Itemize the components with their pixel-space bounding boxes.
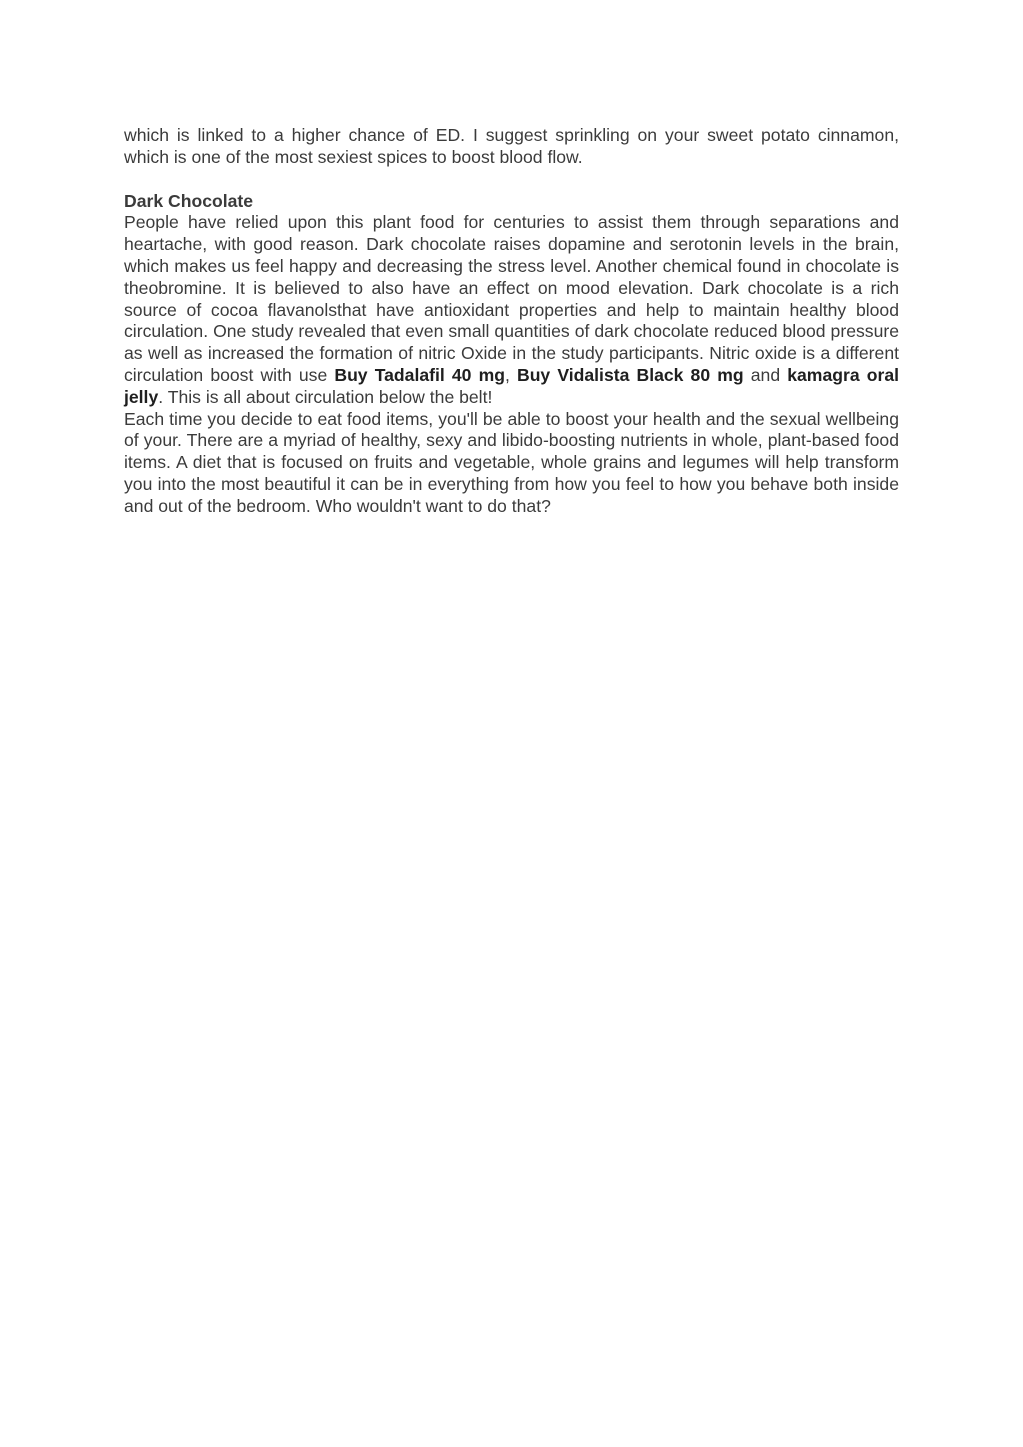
document-page <box>124 125 899 518</box>
closing-paragraph: Each time you decide to eat food items, you'll be able to boost your health and the sexual wellbeing of your. There are a myriad of healthy, sexy and libido-boosting nutrients in whole, plant-based food items. A diet that is focused on fruits and vegetable, whole grains and legumes will help transform you into the most beautiful it can be in everything from how you feel to how you behave both inside and out of the bedroom. Who wouldn't want to do that? <box>124 408 899 516</box>
paragraph-text: . This is all about circulation below the belt! <box>158 386 493 407</box>
section-heading: Dark Chocolate <box>124 190 254 211</box>
paragraph-text: People have relied upon this plant food for centuries to assist them through separations and heartache, with good reason. Dark chocolate raises dopamine and serotonin levels in the brain, which makes us feel happy and decreasing the stress level. Another chemical found in chocolate is theobromine. It is believed to also have an effect on mood elevation. Dark chocolate is a rich source of cocoa flavanolsthat have antioxidant properties and help to maintain healthy blood circulation. One study revealed that even small quantities of dark chocolate reduced blood pressure as well as increased the formation of nitric Oxide in the study participants. Nitric oxide is a different circulation boost with use <box>124 212 899 385</box>
product-link-kamagra[interactable]: kamagra oral jelly <box>124 364 899 407</box>
product-link-tadalafil[interactable]: Buy Tadalafil 40 mg <box>334 364 505 385</box>
paragraph-spacer <box>124 169 899 191</box>
dark-chocolate-paragraph <box>124 212 899 408</box>
intro-paragraph: which is linked to a higher chance of ED. I suggest sprinkling on your sweet potato cinnamon, which is one of the most sexiest spices to boost blood flow. <box>124 125 899 167</box>
separator-text: and <box>743 364 788 385</box>
separator-text: , <box>504 364 517 385</box>
product-link-vidalista[interactable]: Buy Vidalista Black 80 mg <box>516 364 744 385</box>
